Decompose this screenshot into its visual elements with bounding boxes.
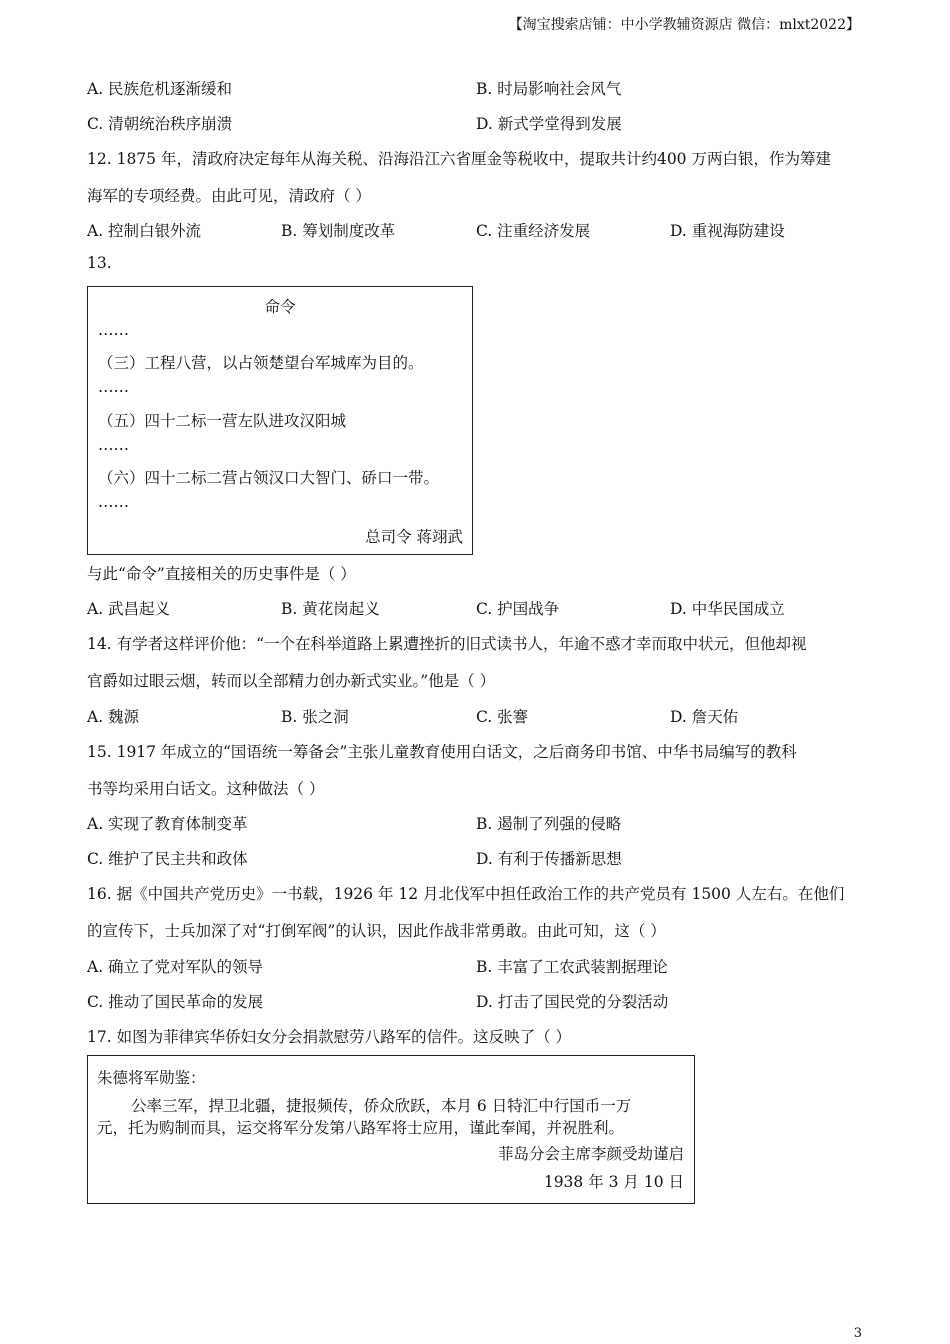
q17-letter-box	[87, 1055, 695, 1204]
q15-option-a: A. 实现了教育体制变革	[87, 815, 248, 833]
page-number: 3	[853, 1326, 862, 1341]
order-ellipsis-3: ……	[98, 436, 129, 454]
order-title: 命令	[264, 298, 296, 316]
q14-option-c: C. 张謇	[476, 708, 529, 726]
q15-option-d: D. 有利于传播新思想	[476, 850, 622, 868]
q13-stem: 与此“命令”直接相关的历史事件是（ ）	[87, 565, 356, 583]
q13-option-a: A. 武昌起义	[87, 600, 171, 618]
q14-option-b: B. 张之洞	[281, 708, 349, 726]
q13-option-b: B. 黄花岗起义	[281, 600, 380, 618]
q14-option-a: A. 魏源	[87, 708, 140, 726]
q16-option-b: B. 丰富了工农武装割据理论	[476, 958, 668, 976]
q16-stem-line1: 16. 据《中国共产党历史》一书载，1926 年 12 月北伐军中担任政治工作的共产党员有 1500 人左右。在他们	[87, 885, 845, 903]
order-ellipsis-4: ……	[98, 493, 129, 511]
q14-stem-line1: 14. 有学者这样评价他：“一个在科举道路上累遭挫折的旧式读书人，年逾不惑才幸而取中状元，但他却视	[87, 635, 807, 653]
q17-stem: 17. 如图为菲律宾华侨妇女分会捐款慰劳八路军的信件。这反映了（ ）	[87, 1028, 572, 1046]
letter-salutation: 朱德将军勋鉴：	[97, 1069, 206, 1087]
q13-option-c: C. 护国战争	[476, 600, 560, 618]
letter-body-line2: 元，托为购制而具，运交将军分发第八路军将士应用，谨此奉闻，并祝胜利。	[97, 1119, 625, 1137]
q16-option-a: A. 确立了党对军队的领导	[87, 958, 264, 976]
order-ellipsis-1: ……	[98, 321, 129, 339]
q11-option-c: C. 清朝统治秩序崩溃	[87, 115, 233, 133]
q14-stem-line2: 官爵如过眼云烟，转而以全部精力创办新式实业。”他是（ ）	[87, 672, 496, 690]
letter-signer: 菲岛分会主席李颜受劫谨启	[497, 1145, 684, 1163]
q15-option-c: C. 维护了民主共和政体	[87, 850, 248, 868]
q12-option-b: B. 筹划制度改革	[281, 222, 396, 240]
q12-stem-line1: 12. 1875 年，清政府决定每年从海关税、沿海沿江六省厘金等税收中，提取共计约400 万两白银，作为筹建	[87, 150, 831, 168]
q13-option-d: D. 中华民国成立	[670, 600, 785, 618]
q15-stem-line1: 15. 1917 年成立的“国语统一筹备会”主张儿童教育使用白话文，之后商务印书馆、中华书局编写的教科	[87, 743, 797, 761]
q11-option-d: D. 新式学堂得到发展	[476, 115, 622, 133]
q13-number: 13.	[87, 254, 112, 272]
q11-option-b: B. 时局影响社会风气	[476, 80, 622, 98]
order-item-3: （三）工程八营，以占领楚望台军城库为目的。	[98, 354, 424, 372]
q16-option-c: C. 推动了国民革命的发展	[87, 993, 264, 1011]
q13-order-box	[87, 286, 473, 555]
q15-option-b: B. 遏制了列强的侵略	[476, 815, 622, 833]
q15-stem-line2: 书等均采用白话文。这种做法（ ）	[87, 780, 325, 798]
q16-option-d: D. 打击了国民党的分裂活动	[476, 993, 669, 1011]
order-item-5: （五）四十二标一营左队进攻汉阳城	[98, 412, 347, 430]
q12-option-a: A. 控制白银外流	[87, 222, 202, 240]
q12-option-c: C. 注重经济发展	[476, 222, 591, 240]
order-signature: 总司令 蒋翊武	[365, 528, 463, 546]
q12-stem-line2: 海军的专项经费。由此可见，清政府（ ）	[87, 187, 371, 205]
order-ellipsis-2: ……	[98, 378, 129, 396]
letter-date: 1938 年 3 月 10 日	[543, 1173, 684, 1191]
q11-option-a: A. 民族危机逐渐缓和	[87, 80, 233, 98]
letter-body-line1: 公率三军，捍卫北疆，捷报频传，侨众欣跃，本月 6 日特汇中行国币一万	[131, 1097, 632, 1115]
header-note: 【淘宝搜索店铺：中小学教辅资源店 微信：mlxt2022】	[508, 17, 860, 33]
order-item-6: （六）四十二标二营占领汉口大智门、硚口一带。	[98, 469, 440, 487]
q16-stem-line2: 的宣传下，士兵加深了对“打倒军阀”的认识，因此作战非常勇敢。由此可知，这（ ）	[87, 922, 666, 940]
q14-option-d: D. 詹天佑	[670, 708, 739, 726]
q12-option-d: D. 重视海防建设	[670, 222, 785, 240]
